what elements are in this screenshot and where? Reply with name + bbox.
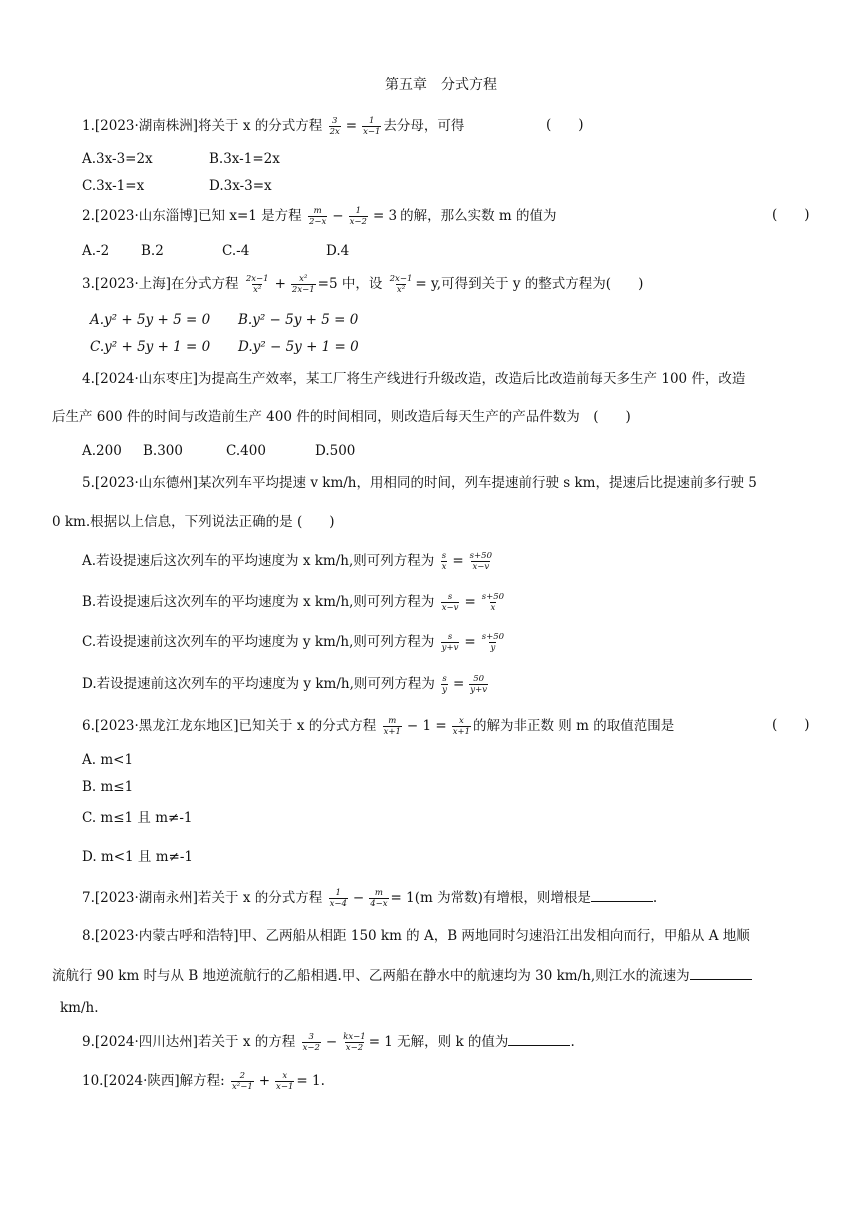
- question-3: 3.[2023·上海]在分式方程 $\frac{2x-1}{\text{x²}}$ + $\frac{\text{x²}}{2x-1}$ =5 中，设 $\frac{2x-1}{\text{x²}}$ = y,可得到关于 y 的整式方程为( ): [82, 274, 644, 295]
- fraction: $\frac{s+50}{x-v}$: [469, 551, 492, 572]
- option-d: D. m<1 且 m≠-1: [82, 849, 193, 865]
- question-7: 7.[2023·湖南永州]若关于 x 的分式方程 $\frac{1}{x-4}$ − $\frac{m}{4-x}$ = 1(m 为常数)有增根，则增根是 .: [82, 888, 658, 909]
- option-d: D.500: [315, 443, 356, 459]
- question-8-line-3: km/h.: [60, 1000, 99, 1016]
- fraction: $\frac{1}{x-1}$: [363, 116, 381, 137]
- option-a: A.若设提速后这次列车的平均速度为 x km/h,则可列方程为 $\frac{s}{x}$ = $\frac{s+50}{x-v}$: [82, 551, 492, 572]
- option-b: B. m≤1: [82, 779, 134, 795]
- fraction: $\frac{2x-1}{\text{x²}}$: [245, 274, 269, 295]
- option-d: D.若设提速前这次列车的平均速度为 y km/h,则可列方程为 $\frac{s}{y}$ = $\frac{50}{y+v}$: [82, 674, 488, 695]
- question-4-line-2: 后生产 600 件的时间与改造前生产 400 件的时间相同，则改造后每天生产的产品件数为 ( ): [52, 409, 631, 425]
- question-5-line-2: 0 km.根据以上信息，下列说法正确的是 ( ): [52, 514, 335, 530]
- fraction: $\frac{kx-1}{x-2}$: [343, 1032, 366, 1053]
- question-1: 1.[2023·湖南株洲]将关于 x 的分式方程 $\frac{3}{2x}$ = $\frac{1}{x-1}$ 去分母，可得: [82, 116, 465, 137]
- fraction: $\frac{3}{2x}$: [329, 116, 340, 137]
- fraction: $\frac{x}{x-1}$: [276, 1071, 294, 1092]
- option-b: B.y² − 5y + 5 = 0: [238, 312, 359, 328]
- fraction: $\frac{1}{x-2}$: [349, 206, 367, 227]
- answer-blank[interactable]: [508, 1031, 570, 1046]
- option-b: B.3x-1=2x: [209, 151, 280, 167]
- answer-paren: ( ): [772, 207, 810, 223]
- option-b: B.2: [141, 243, 164, 259]
- option-c: C.y² + 5y + 1 = 0: [90, 339, 211, 355]
- page-title: 第五章 分式方程: [385, 77, 497, 93]
- option-c: C.3x-1=x: [82, 178, 145, 194]
- fraction: $\frac{1}{x-4}$: [329, 888, 347, 909]
- fraction: $\frac{x}{x+1}$: [452, 716, 471, 737]
- answer-blank[interactable]: [690, 965, 752, 980]
- question-6: 6.[2023·黑龙江龙东地区]已知关于 x 的分式方程 $\frac{m}{x+1}$ − 1 = $\frac{x}{x+1}$ 的解为非正数 则 m 的取值范围是: [82, 716, 675, 737]
- option-a: A. m<1: [82, 752, 134, 768]
- option-d: D.4: [326, 243, 350, 259]
- option-c: C.若设提速前这次列车的平均速度为 y km/h,则可列方程为 $\frac{s}{y+v}$ = $\frac{s+50}{y}$: [82, 632, 505, 653]
- fraction: $\frac{s}{x-v}$: [441, 592, 459, 613]
- fraction: $\frac{s+50}{x}$: [481, 592, 505, 613]
- question-1-stem: 1.[2023·湖南株洲]将关于 x 的分式方程: [82, 118, 323, 134]
- question-8-line-2: 流航行 90 km 时与从 B 地逆流航行的乙船相遇.甲、乙两船在静水中的航速均为 30 km/h,则江水的流速为: [52, 965, 752, 985]
- option-a: A.-2: [82, 243, 110, 259]
- question-9: 9.[2024·四川达州]若关于 x 的方程 $\frac{3}{x-2}$ − $\frac{kx-1}{x-2}$ = 1 无解，则 k 的值为 .: [82, 1032, 575, 1053]
- option-c: C. m≤1 且 m≠-1: [82, 810, 193, 826]
- fraction: $\frac{s}{y}$: [442, 674, 447, 695]
- option-b: B.300: [143, 443, 183, 459]
- fraction: $\frac{m}{4-x}$: [370, 888, 388, 909]
- answer-paren: ( ): [772, 717, 810, 733]
- fraction: $\frac{s+50}{y}$: [481, 632, 505, 653]
- option-c: C.-4: [222, 243, 250, 259]
- option-a: A.3x-3=2x: [82, 151, 153, 167]
- fraction: $\frac{2}{\text{x²−1}}$: [232, 1071, 253, 1092]
- answer-paren: ( ): [546, 117, 584, 133]
- fraction: $\frac{m}{x+1}$: [383, 716, 401, 737]
- question-10: 10.[2024·陕西]解方程: $\frac{2}{\text{x²−1}}$ + $\frac{x}{x-1}$ = 1.: [82, 1071, 325, 1092]
- fraction: $\frac{2x-1}{\text{x²}}$: [389, 274, 413, 295]
- fraction: $\frac{m}{2-x}$: [308, 206, 327, 227]
- fraction: $\frac{s}{x}$: [441, 551, 447, 572]
- option-c: C.400: [226, 443, 266, 459]
- fraction: $\frac{3}{x-2}$: [302, 1032, 320, 1053]
- question-2: 2.[2023·山东淄博]已知 x=1 是方程 $\frac{m}{2-x}$ − $\frac{1}{x-2}$ = 3 的解，那么实数 m 的值为: [82, 206, 557, 227]
- fraction: $\frac{\text{x²}}{2x-1}$: [291, 274, 315, 295]
- question-5-line-1: 5.[2023·山东德州]某次列车平均提速 v km/h，用相同的时间，列车提速前行驶 s km，提速后比提速前多行驶 5: [82, 475, 757, 491]
- option-a: A.200: [82, 443, 122, 459]
- fraction: $\frac{s}{y+v}$: [441, 632, 459, 653]
- option-d: D.y² − 5y + 1 = 0: [238, 339, 359, 355]
- option-a: A.y² + 5y + 5 = 0: [90, 312, 211, 328]
- option-d: D.3x-3=x: [209, 178, 272, 194]
- option-b: B.若设提速后这次列车的平均速度为 x km/h,则可列方程为 $\frac{s}{x-v}$ = $\frac{s+50}{x}$: [82, 592, 505, 613]
- answer-blank[interactable]: [591, 887, 653, 902]
- question-8-line-1: 8.[2023·内蒙古呼和浩特]甲、乙两船从相距 150 km 的 A，B 两地同时匀速沿江出发相向而行，甲船从 A 地顺: [82, 928, 750, 944]
- question-4-line-1: 4.[2024·山东枣庄]为提高生产效率，某工厂将生产线进行升级改造，改造后比改造前每天多生产 100 件，改造: [82, 371, 746, 387]
- fraction: $\frac{50}{y+v}$: [470, 674, 488, 695]
